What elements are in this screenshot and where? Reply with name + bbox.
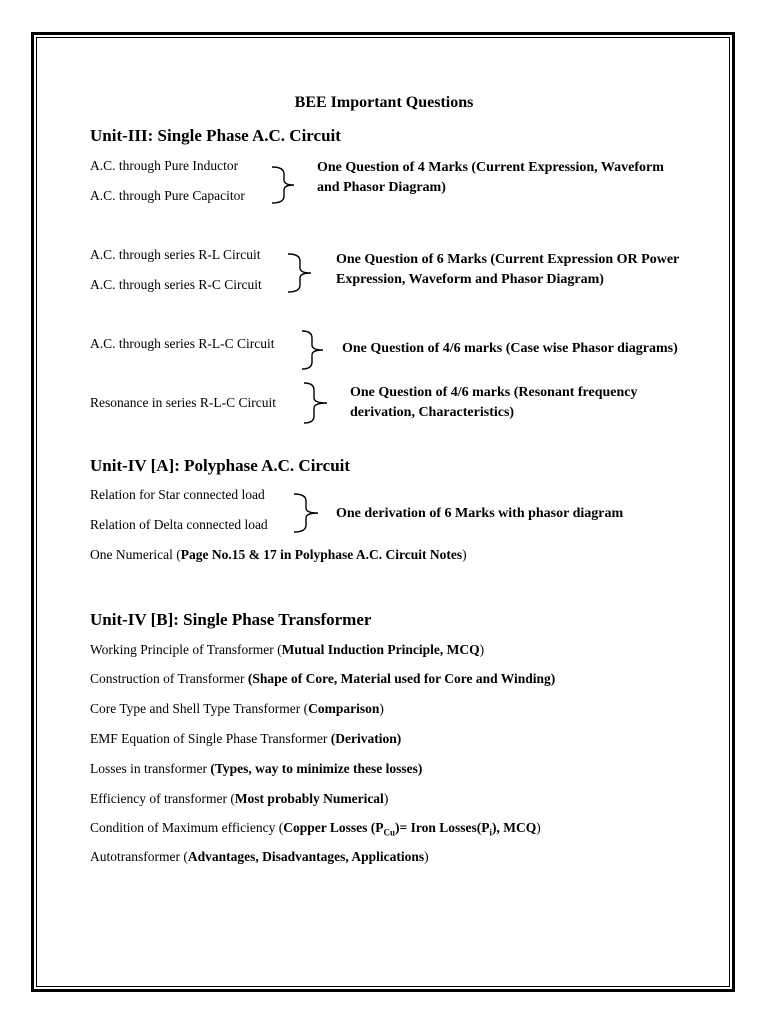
line-text: Core Type and Shell Type Transformer ( (90, 701, 309, 716)
line-bold: Mutual Induction Principle, MCQ (281, 642, 480, 657)
brace-unit3-g3 (300, 328, 330, 372)
subscript-cu: Cu (383, 827, 395, 838)
unit4a-note: One derivation of 6 Marks with phasor diagram (336, 506, 624, 521)
brace-unit3-g4 (302, 380, 334, 426)
line-bold: Advantages, Disadvantages, Applications (187, 849, 425, 864)
line-text: Working Principle of Transformer ( (90, 642, 282, 657)
unit4a-item-1: Relation for Star connected load (90, 487, 265, 502)
brace-unit4a (290, 491, 324, 535)
unit4b-line-6 (90, 791, 388, 807)
brace-unit3-g2 (284, 251, 318, 295)
unit4a-numerical-prefix: One Numerical ( (90, 547, 181, 562)
unit3-g1-item-2: A.C. through Pure Capacitor (90, 188, 245, 203)
unit3-g4-note-line2: derivation, Characteristics) (350, 405, 515, 420)
unit3-g4-item: Resonance in series R-L-C Circuit (90, 395, 276, 410)
line-bold: Copper Losses (P (283, 820, 384, 835)
unit3-g2-item-1: A.C. through series R-L Circuit (90, 247, 261, 262)
unit4a-numerical-line (90, 547, 467, 563)
line-end: ) (383, 791, 389, 806)
line-bold: Comparison (308, 701, 380, 716)
line-bold: (Derivation) (330, 731, 402, 746)
unit4b-line-8 (90, 849, 429, 865)
line-end: ) (479, 642, 485, 657)
unit3-g2-note-line2: Expression, Waveform and Phasor Diagram) (336, 272, 604, 287)
unit3-g2-item-2: A.C. through series R-C Circuit (90, 277, 262, 292)
line-text: Condition of Maximum efficiency ( (90, 820, 284, 835)
unit3-g3-note: One Question of 4/6 marks (Case wise Phasor diagrams) (342, 341, 678, 356)
unit3-g1-item-1: A.C. through Pure Inductor (90, 158, 239, 173)
unit4b-line-7 (90, 820, 541, 838)
unit4a-item-2: Relation of Delta connected load (90, 517, 268, 532)
line-text: Losses in transformer (90, 761, 211, 776)
unit3-g4-note-line1: One Question of 4/6 marks (Resonant frequency (350, 385, 638, 400)
line-text: Construction of Transformer (90, 671, 248, 686)
line-bold: (Shape of Core, Material used for Core and Winding) (247, 671, 556, 686)
unit3-g2-note-line1: One Question of 6 Marks (Current Expression OR Power (336, 252, 680, 267)
unit4b-line-4 (90, 731, 401, 747)
unit4b-line-5 (90, 761, 422, 777)
line-text: Autotransformer ( (90, 849, 188, 864)
line-bold-3: ), MCQ (491, 820, 537, 835)
unit4a-numerical-suffix: ) (462, 547, 467, 562)
unit3-heading: Unit-III: Single Phase A.C. Circuit (90, 126, 341, 145)
unit4a-numerical-bold: Page No.15 & 17 in Polyphase A.C. Circuit Notes (180, 547, 463, 562)
unit4b-line-2 (90, 671, 555, 687)
line-bold: Most probably Numerical (234, 791, 384, 806)
unit4b-line-3 (90, 701, 384, 717)
line-text: Efficiency of transformer ( (90, 791, 235, 806)
unit3-g1-note-line1: One Question of 4 Marks (Current Expression, Waveform (317, 160, 664, 175)
line-bold: (Types, way to minimize these losses) (210, 761, 423, 776)
unit3-g1-note-line2: and Phasor Diagram) (317, 180, 446, 195)
unit3-g3-item: A.C. through series R-L-C Circuit (90, 336, 275, 351)
unit4a-heading: Unit-IV [A]: Polyphase A.C. Circuit (90, 456, 351, 475)
line-bold-2: )= Iron Losses(P (395, 820, 490, 835)
subscript-i: i (489, 827, 492, 838)
line-text: EMF Equation of Single Phase Transformer (90, 731, 331, 746)
line-end: ) (379, 701, 384, 716)
unit4b-line-1 (90, 642, 484, 658)
line-end: ) (536, 820, 541, 835)
line-end: ) (424, 849, 429, 864)
brace-unit3-g1 (268, 164, 300, 206)
page-title: BEE Important Questions (294, 94, 474, 111)
unit4b-heading: Unit-IV [B]: Single Phase Transformer (90, 610, 372, 629)
